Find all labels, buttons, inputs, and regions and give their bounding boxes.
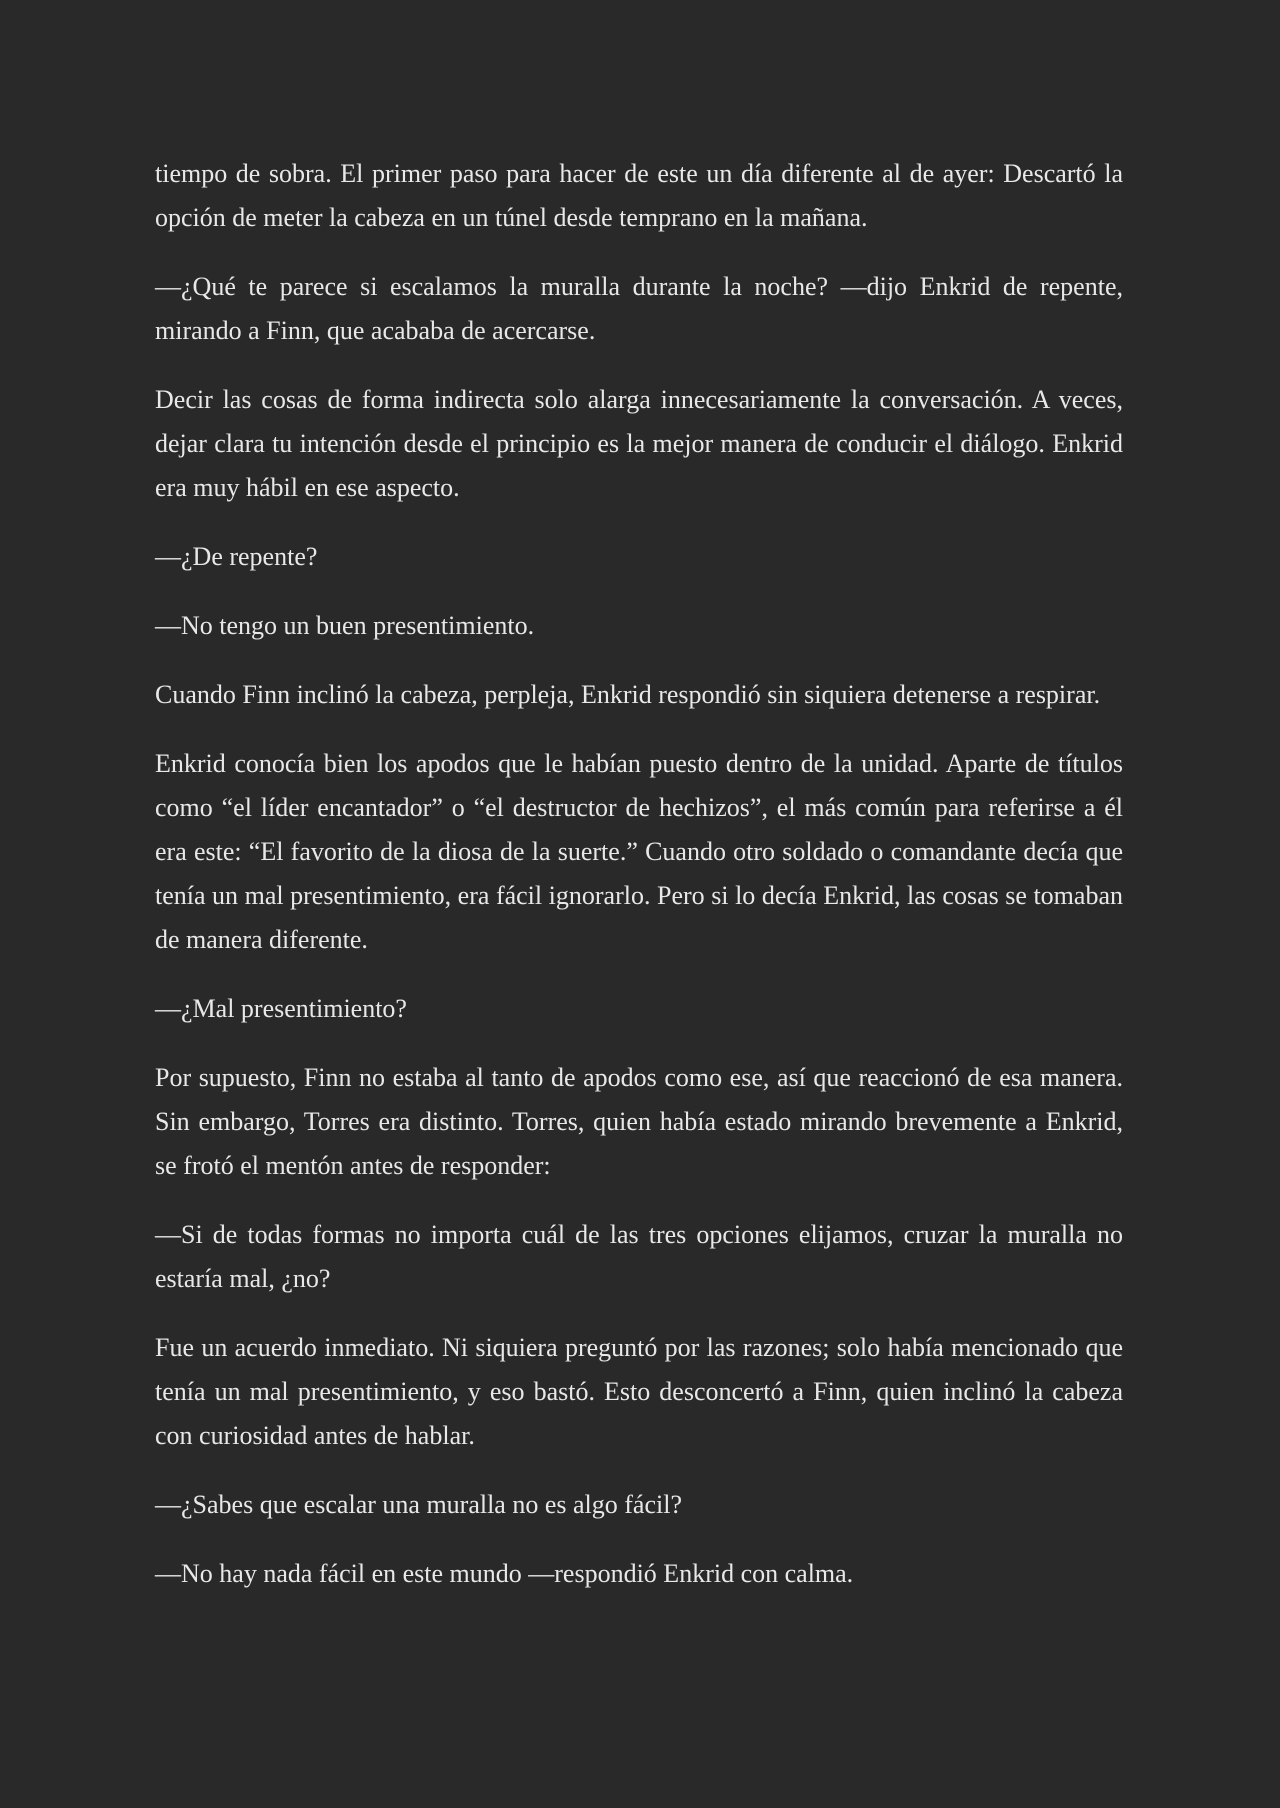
paragraph: —No hay nada fácil en este mundo —respondió Enkrid con calma. [155, 1559, 854, 1588]
paragraph: Cuando Finn inclinó la cabeza, perpleja, Enkrid respondió sin siquiera detenerse a respirar. [155, 680, 1101, 709]
paragraph: —Si de todas formas no importa cuál de las tres opciones elijamos, cruzar la muralla no estaría mal, ¿no? [155, 1220, 1123, 1293]
paragraph: Fue un acuerdo inmediato. Ni siquiera preguntó por las razones; solo había mencionado que tenía un mal presentimiento, y eso bastó. Esto desconcertó a Finn, quien inclinó la cabeza con curiosidad antes de hablar. [155, 1333, 1123, 1450]
paragraph: —¿De repente? [155, 542, 318, 571]
paragraph: Decir las cosas de forma indirecta solo alarga innecesariamente la conversación. A veces, dejar clara tu intención desde el principio es la mejor manera de conducir el diálogo. Enkrid era muy hábil en ese aspecto. [155, 385, 1123, 502]
paragraph: Enkrid conocía bien los apodos que le habían puesto dentro de la unidad. Aparte de títulos como “el líder encantador” o “el destructor de hechizos”, el más común para referirse a él era este: “El favorito de la diosa de la suerte.” Cuando otro soldado o comandante decía que tenía un mal presentimiento, era fácil ignorarlo. Pero si lo decía Enkrid, las cosas se tomaban de manera diferente. [155, 749, 1123, 954]
paragraph: —¿Qué te parece si escalamos la muralla durante la noche? —dijo Enkrid de repente, mirando a Finn, que acababa de acercarse. [155, 272, 1123, 345]
paragraph: tiempo de sobra. El primer paso para hacer de este un día diferente al de ayer: Descartó la opción de meter la cabeza en un túnel desde temprano en la mañana. [155, 159, 1123, 232]
paragraph: —¿Mal presentimiento? [155, 994, 407, 1023]
paragraph: Por supuesto, Finn no estaba al tanto de apodos como ese, así que reaccionó de esa manera. Sin embargo, Torres era distinto. Torres, quien había estado mirando brevemente a Enkrid, se frotó el mentón antes de responder: [155, 1063, 1123, 1180]
paragraph: —¿Sabes que escalar una muralla no es algo fácil? [155, 1490, 682, 1519]
paragraph: —No tengo un buen presentimiento. [155, 611, 535, 640]
